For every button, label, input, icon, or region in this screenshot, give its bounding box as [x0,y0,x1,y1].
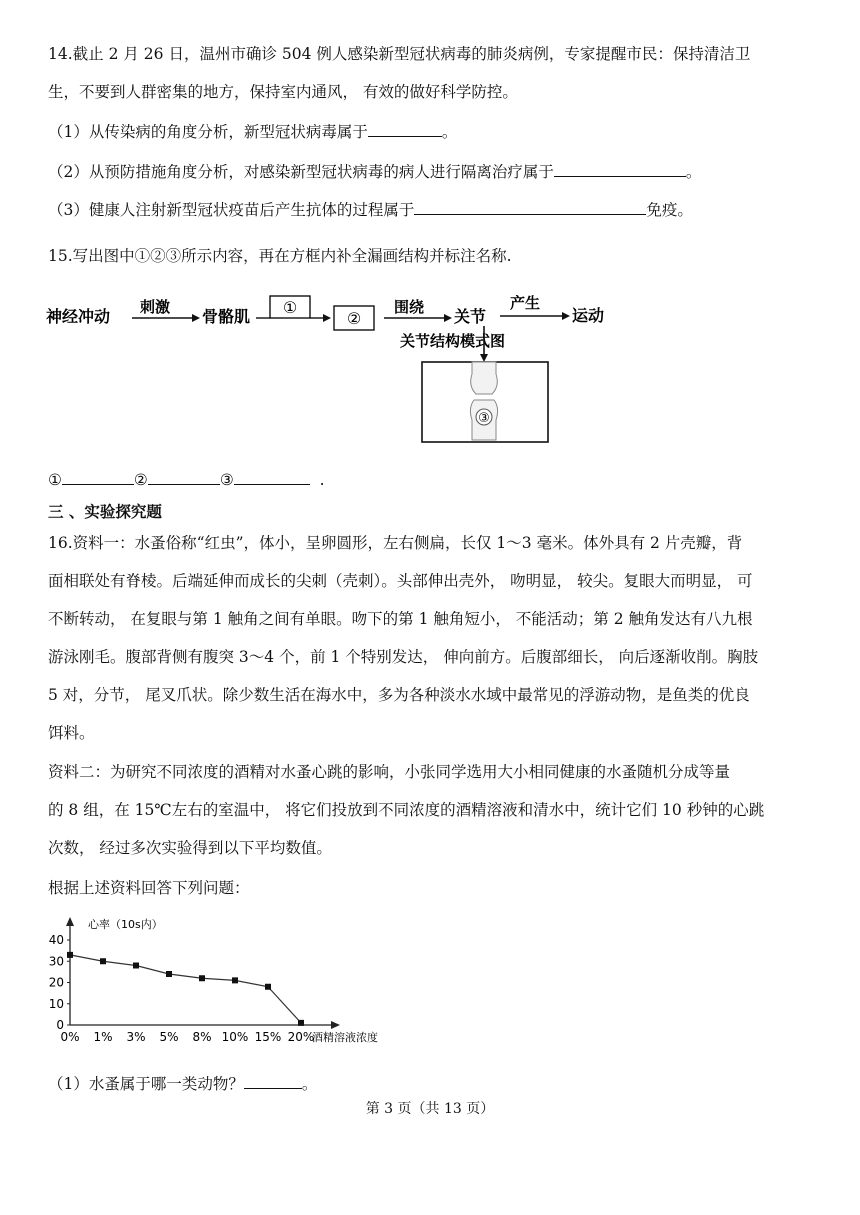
answer-blank[interactable] [554,160,686,177]
diagram-arrow-label-surround: 围绕 [394,298,425,316]
diagram-box-2-label: ② [346,309,362,328]
q14-part1-end: 。 [441,123,458,141]
q16-material1-line: 面相联处有脊棱。后端延伸而成长的尖刺（壳刺）。头部伸出壳外， 吻明显， 较尖。复眼大而明显， 可 [48,572,753,590]
q14-part3-end: 免疫。 [646,201,693,219]
q14-part3-text: （3）健康人注射新型冠状疫苗后产生抗体的过程属于 [48,201,415,219]
q14-part1 [48,120,818,142]
chart-x-tick-label: 8% [192,1030,212,1044]
q16-material2-line: 次数， 经过多次实验得到以下平均数值。 [48,839,332,857]
heart-rate-chart [40,912,410,1052]
answer-blank[interactable] [234,468,310,485]
q14-part2-text: （2）从预防措施角度分析，对感染新型冠状病毒的病人进行隔离治疗属于 [48,163,554,181]
q15-stem: 15.写出图中①②③所示内容，再在方框内补全漏画结构并标注名称. [48,247,512,265]
chart-x-tick-label: 10% [221,1030,249,1044]
diagram-node-skeletal-muscle: 骨骼肌 [202,307,251,326]
chart-x-tick-label: 0% [60,1030,80,1044]
q16-part1-end: 。 [301,1075,318,1093]
q16-material1-line: 16.资料一：水蚤俗称“红虫”，体小，呈卵圆形，左右侧扁，长仅 1～3 毫米。体外具有 2 片壳瓣，背 [48,534,743,552]
chart-y-tick-label: 10 [48,996,64,1011]
q16-material1-line: 饵料。 [48,724,95,742]
answer-blank[interactable] [148,468,220,485]
q15-answer2-label: ② [133,471,148,489]
chart-data-point [265,984,271,990]
answer-blank[interactable] [244,1072,302,1089]
q16-material2-line: 的 8 组，在 15℃左右的室温中， 将它们投放到不同浓度的酒精溶液和清水中，统计它们 10 秒钟的心跳 [48,801,765,819]
chart-data-point [133,963,139,969]
chart-x-tick-label: 1% [93,1030,113,1044]
page-footer: 第 3 页（共 13 页） [365,1101,495,1117]
q15-answer1-label: ① [48,471,62,489]
diagram-arrow-label-stimulate: 刺激 [140,298,171,316]
q16-material1-line: 5 对，分节， 尾叉爪状。除少数生活在海水中，多为各种淡水水域中最常见的浮游动物，是鱼类的优良 [48,686,750,704]
diagram-box-1-label: ① [282,298,298,317]
chart-x-tick-label: 15% [254,1030,282,1044]
q15-answers [48,468,818,490]
diagram-node-movement: 运动 [572,306,605,325]
section-heading: 三 、实验探究题 [48,503,162,521]
q16-part1 [48,1072,818,1094]
chart-y-axis-arrow [66,917,74,926]
q14-part2 [48,160,818,182]
diagram-arrowhead [480,354,488,362]
chart-data-point [199,975,205,981]
diagram-node-joint: 关节 [454,307,487,326]
answer-blank[interactable] [414,198,646,215]
diagram-node-nerve-impulse: 神经冲动 [46,307,111,326]
chart-y-axis-label: 心率（10s内） [88,918,163,931]
q14-stem-line1: 14.截止 2 月 26 日，温州市确诊 504 例人感染新型冠状病毒的肺炎病例，专家提醒市民：保持清洁卫 [48,45,751,63]
chart-data-point [67,952,73,958]
q16-part1-text: （1）水蚤属于哪一类动物？ [48,1075,244,1093]
chart-data-point [232,977,238,983]
answer-blank[interactable] [62,468,134,485]
chart-x-axis-arrow [331,1021,340,1029]
q16-prompt: 根据上述资料回答下列问题： [48,879,250,897]
joint-bone-upper [471,362,498,394]
q15-answer-end: . [319,471,325,489]
chart-x-tick-label: 5% [159,1030,179,1044]
chart-data-point [166,971,172,977]
diagram-model-title: 关节结构模式图 [400,332,506,350]
chart-y-tick-label: 40 [48,933,64,947]
q14-part2-end: 。 [685,163,702,181]
chart-x-tick-label: 3% [126,1030,146,1044]
diagram-arrowhead [323,314,331,322]
diagram-arrow-label-produce: 产生 [510,294,541,312]
chart-data-point [298,1020,304,1026]
answer-blank[interactable] [368,120,442,137]
q14-part1-text: （1）从传染病的角度分析，新型冠状病毒属于 [48,123,368,141]
q16-material1-line: 游泳刚毛。腹部背侧有腹突 3～4 个，前 1 个特别发达， 伸向前方。后腹部细长， 向后逐渐收削。胸肢 [48,648,759,666]
chart-y-tick-label: 0 [56,1018,64,1032]
q14-part3 [48,198,818,220]
diagram-label-3: ③ [478,411,490,426]
q15-answer3-label: ③ [219,471,234,489]
q16-material1-line: 不断转动， 在复眼与第 1 触角之间有单眼。吻下的第 1 触角短小， 不能活动；第 2 触角发达有八九根 [48,610,753,628]
q14-stem-line2: 生，不要到人群密集的地方，保持室内通风， 有效的做好科学防控。 [48,83,518,101]
chart-y-tick-label: 20 [48,975,64,990]
chart-x-axis-label: 酒精溶液浓度 [312,1031,378,1044]
chart-data-point [100,958,106,964]
diagram-arrowhead [192,314,200,322]
chart-x-tick-label: 20% [287,1030,315,1044]
chart-y-tick-label: 30 [48,954,64,969]
joint-movement-diagram [44,290,624,450]
diagram-arrowhead [444,314,452,322]
q16-material2-line: 资料二：为研究不同浓度的酒精对水蚤心跳的影响，小张同学选用大小相同健康的水蚤随机分成等量 [48,763,731,781]
diagram-arrowhead [562,312,570,320]
